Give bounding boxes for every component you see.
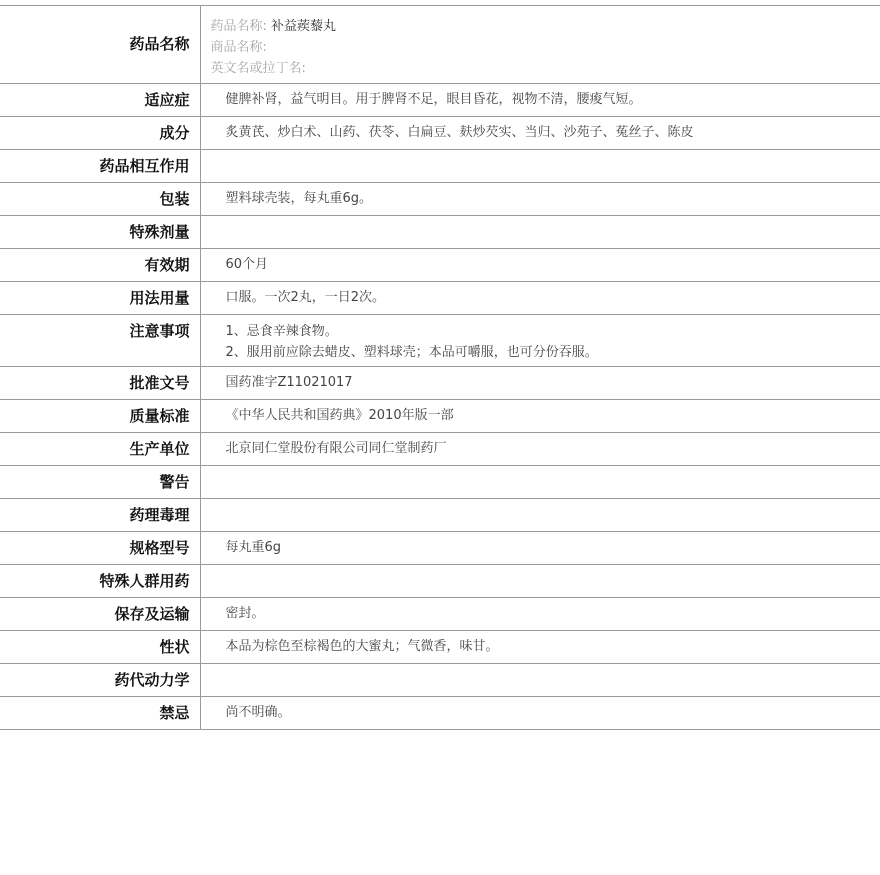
row-contraindications xyxy=(0,697,880,730)
row-interactions xyxy=(0,150,880,183)
row-approval xyxy=(0,367,880,400)
row-notes xyxy=(0,315,880,367)
value-ingredients: 炙黄芪、炒白术、山药、茯苓、白扁豆、麸炒芡实、当归、沙苑子、菟丝子、陈皮 xyxy=(200,117,880,150)
label-usage: 用法用量 xyxy=(0,282,200,315)
row-standard xyxy=(0,400,880,433)
value-storage: 密封。 xyxy=(200,598,880,631)
row-manufacturer xyxy=(0,433,880,466)
value-standard: 《中华人民共和国药典》2010年版一部 xyxy=(200,400,880,433)
value-indications: 健脾补肾，益气明目。用于脾肾不足，眼目昏花，视物不清，腰痠气短。 xyxy=(200,84,880,117)
row-pharmacokinetics xyxy=(0,664,880,697)
label-storage: 保存及运输 xyxy=(0,598,200,631)
value-manufacturer: 北京同仁堂股份有限公司同仁堂制药厂 xyxy=(200,433,880,466)
value-pharmacokinetics xyxy=(200,664,880,697)
row-special-dosage xyxy=(0,216,880,249)
value-shelf-life: 60个月 xyxy=(200,249,880,282)
value-approval: 国药准字Z11021017 xyxy=(200,367,880,400)
value-specification: 每丸重6g xyxy=(200,532,880,565)
label-pharmacokinetics: 药代动力学 xyxy=(0,664,200,697)
label-ingredients: 成分 xyxy=(0,117,200,150)
row-toxicology xyxy=(0,499,880,532)
value-toxicology xyxy=(200,499,880,532)
row-drug-name xyxy=(0,6,880,84)
label-notes: 注意事项 xyxy=(0,315,200,367)
row-warning xyxy=(0,466,880,499)
value-packaging: 塑料球壳装，每丸重6g。 xyxy=(200,183,880,216)
label-special-population: 特殊人群用药 xyxy=(0,565,200,598)
label-warning: 警告 xyxy=(0,466,200,499)
value-usage: 口服。一次2丸，一日2次。 xyxy=(200,282,880,315)
row-special-population xyxy=(0,565,880,598)
value-warning xyxy=(200,466,880,499)
notes-line-1: 1、忌食辛辣食物。 xyxy=(226,321,880,342)
label-standard: 质量标准 xyxy=(0,400,200,433)
label-packaging: 包装 xyxy=(0,183,200,216)
english-name-line xyxy=(211,58,880,79)
drug-name-sublabel: 药品名称: xyxy=(211,19,267,34)
label-special-dosage: 特殊剂量 xyxy=(0,216,200,249)
value-appearance: 本品为棕色至棕褐色的大蜜丸；气微香，味甘。 xyxy=(200,631,880,664)
label-specification: 规格型号 xyxy=(0,532,200,565)
label-shelf-life: 有效期 xyxy=(0,249,200,282)
value-drug-name xyxy=(200,6,880,84)
label-toxicology: 药理毒理 xyxy=(0,499,200,532)
row-usage xyxy=(0,282,880,315)
trade-name-sublabel: 商品名称: xyxy=(211,40,267,55)
row-ingredients xyxy=(0,117,880,150)
value-special-dosage xyxy=(200,216,880,249)
value-special-population xyxy=(200,565,880,598)
row-appearance xyxy=(0,631,880,664)
row-specification xyxy=(0,532,880,565)
label-drug-name: 药品名称 xyxy=(0,6,200,84)
label-manufacturer: 生产单位 xyxy=(0,433,200,466)
row-indications xyxy=(0,84,880,117)
drug-info-table xyxy=(0,5,880,730)
value-contraindications: 尚不明确。 xyxy=(200,697,880,730)
notes-line-2: 2、服用前应除去蜡皮、塑料球壳；本品可嚼服，也可分份吞服。 xyxy=(226,342,880,363)
trade-name-line xyxy=(211,37,880,58)
label-interactions: 药品相互作用 xyxy=(0,150,200,183)
drug-name-value: 补益蒺藜丸 xyxy=(271,19,336,34)
row-storage xyxy=(0,598,880,631)
english-name-sublabel: 英文名或拉丁名: xyxy=(211,61,306,76)
label-appearance: 性状 xyxy=(0,631,200,664)
row-packaging xyxy=(0,183,880,216)
drug-name-line xyxy=(211,16,880,37)
value-interactions xyxy=(200,150,880,183)
value-notes xyxy=(200,315,880,367)
label-approval: 批准文号 xyxy=(0,367,200,400)
label-indications: 适应症 xyxy=(0,84,200,117)
label-contraindications: 禁忌 xyxy=(0,697,200,730)
row-shelf-life xyxy=(0,249,880,282)
